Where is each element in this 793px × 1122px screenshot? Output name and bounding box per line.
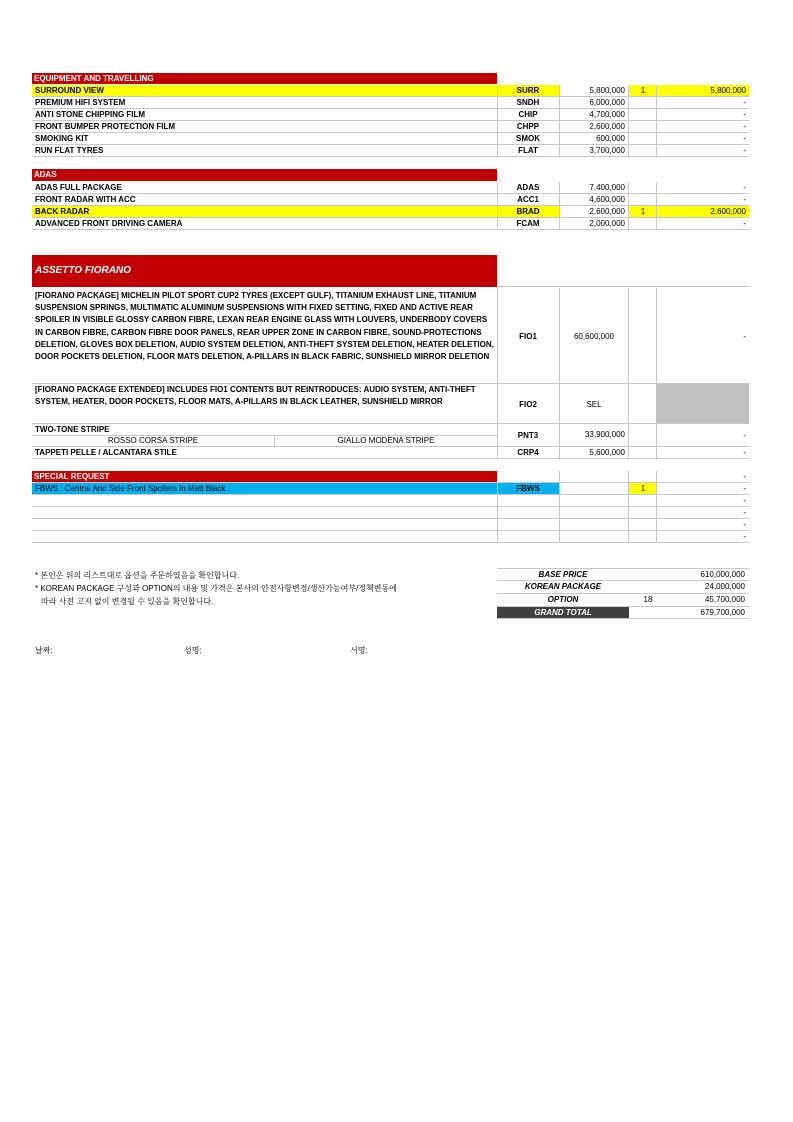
tappeti-row <box>32 447 749 459</box>
grand-total-value: 679,700,000 <box>700 608 745 617</box>
item-code <box>498 519 558 530</box>
item-total: - <box>743 183 746 192</box>
item-code <box>498 495 558 506</box>
sign-label: 서명: <box>350 646 368 655</box>
base-price-label: BASE PRICE <box>538 570 588 579</box>
equipment-row <box>32 85 749 97</box>
item-total: - <box>743 520 746 529</box>
note-line-1: * 본인은 위의 리스트대로 옵션을 주문하였음을 확인합니다. <box>35 571 240 580</box>
item-code: SMOK <box>516 134 540 143</box>
item-code: CHIP <box>518 110 538 119</box>
fio1-description: [FIORANO PACKAGE] MICHELIN PILOT SPORT CUP2 TYRES (EXCEPT GULF), TITANIUM EXHAUST LINE, TITANIUM SUSPENSION SPRINGS, MULTIMATIC ALUMINUM SUSPENSIONS WITH FIXED SETTING, FIXED AND ACTIVE REAR SPOILER IN VISIBLE GLOSSY CARBON FIBRE, LEXAN REAR ENGINE GLASS WITH LOUVERS, UNDERBODY COVERS IN CARBON FIBRE, CARBON FIBRE DOOR PANELS, REAR UPPER ZONE IN CARBON FIBRE, SOUND-PROTECTIONS DELETION, GLOVES BOX DELETION, AUDIO SYSTEM DELETION, ANTI-THEFT SYSTEM DELETION, HEATER DELETION, DOOR POCKETS DELETION, FLOOR MATS DELETION, A-PILLARS IN BLACK FABRIC, SUNSHIELD MIRROR DELETION <box>35 291 494 362</box>
item-price: 3,700,000 <box>589 146 625 155</box>
item-name: SMOKING KIT <box>35 134 89 143</box>
item-qty <box>629 121 657 132</box>
item-qty: 1 <box>640 86 646 95</box>
item-price: 6,000,000 <box>589 98 625 107</box>
summary-base-row <box>497 568 749 581</box>
item-price <box>560 507 625 518</box>
fio1-code: FIO1 <box>519 332 537 341</box>
notes-block <box>35 569 397 608</box>
summary-table <box>497 568 749 619</box>
item-price: 4,600,000 <box>589 195 625 204</box>
item-price <box>560 495 625 506</box>
special-header-row <box>32 471 749 483</box>
fio1-row <box>32 288 749 384</box>
item-total: - <box>743 219 746 228</box>
item-price: 2,600,000 <box>589 207 625 216</box>
item-total: - <box>743 195 746 204</box>
item-name: ANTI STONE CHIPPING FILM <box>35 110 146 119</box>
item-name: FRONT RADAR WITH ACC <box>35 195 136 204</box>
item-price <box>560 531 625 542</box>
tappeti-name: TAPPETI PELLE / ALCANTARA STILE <box>35 448 177 457</box>
item-total: - <box>743 496 746 505</box>
item-qty <box>629 109 657 120</box>
item-qty <box>629 507 657 518</box>
adas-row <box>32 206 749 218</box>
special-request-row <box>32 519 749 531</box>
option-label: OPTION <box>547 595 579 604</box>
summary-grand-row <box>497 607 749 619</box>
item-total: - <box>743 98 746 107</box>
tappeti-price: 5,600,000 <box>589 448 625 457</box>
note-line-2: * KOREAN PACKAGE 구성과 OPTION의 내용 및 가격은 본사의 안전사항변경/생산가능여부/정책변동에 <box>35 584 397 593</box>
tappeti-code: CRP4 <box>517 448 539 457</box>
fiorano-title: ASSETTO FIORANO <box>35 265 131 276</box>
item-price: 7,400,000 <box>589 183 625 192</box>
item-code: CHPP <box>516 122 540 131</box>
note-line-3: 따라 사전 고지 없이 변경될 수 있음을 확인합니다. <box>41 597 214 606</box>
adas-row <box>32 182 749 194</box>
item-total: 2,600,000 <box>710 207 746 216</box>
date-label: 날짜: <box>35 646 53 655</box>
item-code: SNDH <box>516 98 540 107</box>
fio2-grey-cell <box>656 384 749 423</box>
item-qty <box>629 145 657 156</box>
special-request-row <box>32 495 749 507</box>
summary-korean-row <box>497 581 749 594</box>
equipment-row <box>32 97 749 109</box>
item-price <box>560 519 625 530</box>
fio2-description: [FIORANO PACKAGE EXTENDED] INCLUDES FIO1 CONTENTS BUT REINTRODUCES: AUDIO SYSTEM, ANTI-THEFT SYSTEM, HEATER, DOOR POCKETS, FLOOR MATS, A-PILLARS IN BLACK LEATHER, SUNSHIELD MIRROR <box>35 385 476 407</box>
item-total: - <box>743 146 746 155</box>
item-code <box>498 531 558 542</box>
item-total: - <box>743 134 746 143</box>
item-qty <box>629 531 657 542</box>
name-label: 성명: <box>184 646 202 655</box>
tappeti-total: - <box>743 448 746 457</box>
two-tone-code: PNT3 <box>517 431 539 440</box>
item-name: ADAS FULL PACKAGE <box>35 183 122 192</box>
korean-package-label: KOREAN PACKAGE <box>524 582 602 591</box>
item-name: BACK RADAR <box>35 207 90 216</box>
item-name: PREMIUM HIFI SYSTEM <box>35 98 126 107</box>
option-value: 45,700,000 <box>704 595 745 604</box>
item-qty: 1 <box>640 207 646 216</box>
two-tone-option-giallo: GIALLO MODENA STRIPE <box>337 436 435 445</box>
item-name: FBWS : Central And Side Front Spoilers In Matt Black <box>35 484 226 493</box>
item-price: 2,000,000 <box>589 219 625 228</box>
equipment-section-header: EQUIPMENT AND TRAVELLING <box>32 73 497 84</box>
fio2-code: FIO2 <box>519 400 537 409</box>
item-qty <box>629 519 657 530</box>
item-total: - <box>743 122 746 131</box>
item-total: - <box>743 484 746 493</box>
fiorano-header-blank <box>497 255 749 287</box>
item-name: FRONT BUMPER PROTECTION FILM <box>35 122 175 131</box>
item-price <box>560 483 625 494</box>
item-total: 5,800,000 <box>710 86 746 95</box>
grand-total-label: GRAND TOTAL <box>497 607 629 618</box>
item-name: ADVANCED FRONT DRIVING CAMERA <box>35 219 183 228</box>
equipment-row <box>32 145 749 157</box>
item-code: FLAT <box>518 146 538 155</box>
item-total: - <box>743 532 746 541</box>
item-total: - <box>743 110 746 119</box>
two-tone-name: TWO-TONE STRIPE <box>35 425 110 434</box>
item-qty <box>629 218 657 229</box>
item-price: 2,600,000 <box>589 122 625 131</box>
item-name: RUN FLAT TYRES <box>35 146 104 155</box>
two-tone-row <box>32 424 749 447</box>
item-code: FCAM <box>516 219 540 228</box>
item-qty <box>629 97 657 108</box>
item-total: - <box>743 508 746 517</box>
item-qty <box>629 194 657 205</box>
item-price: 5,800,000 <box>589 86 625 95</box>
fiorano-section-header <box>32 255 497 287</box>
special-request-row <box>32 483 749 495</box>
special-header-total: - <box>743 472 746 481</box>
item-price: 600,000 <box>596 134 625 143</box>
option-count: 18 <box>643 595 653 604</box>
item-qty <box>629 133 657 144</box>
two-tone-total: - <box>743 431 746 440</box>
equipment-row <box>32 121 749 133</box>
special-request-row <box>32 507 749 519</box>
item-name: SURROUND VIEW <box>35 86 104 95</box>
two-tone-price: 33,900,000 <box>584 430 625 439</box>
fio2-price: SEL <box>586 400 602 409</box>
equipment-row <box>32 133 749 145</box>
item-qty: 1 <box>640 484 646 493</box>
item-code: FBWS <box>516 484 540 493</box>
item-code <box>498 507 558 518</box>
item-price: 4,700,000 <box>589 110 625 119</box>
adas-row <box>32 194 749 206</box>
korean-package-value: 24,000,000 <box>704 582 745 591</box>
fio1-price: 60,600,000 <box>573 332 615 341</box>
item-code: SURR <box>516 86 540 95</box>
summary-option-row <box>497 594 749 607</box>
item-qty <box>629 182 657 193</box>
special-request-row <box>32 531 749 543</box>
item-code: ACC1 <box>517 195 539 204</box>
adas-row <box>32 218 749 230</box>
item-code: BRAD <box>516 207 540 216</box>
fio1-total: - <box>743 332 746 341</box>
adas-section-header: ADAS <box>32 169 497 181</box>
equipment-row <box>32 109 749 121</box>
two-tone-option-rosso: ROSSO CORSA STRIPE <box>107 436 199 445</box>
item-qty <box>629 495 657 506</box>
fio2-row <box>32 384 749 424</box>
item-code: ADAS <box>516 183 540 192</box>
base-price-value: 610,000,000 <box>700 570 745 579</box>
special-section-header: SPECIAL REQUEST <box>32 471 497 482</box>
